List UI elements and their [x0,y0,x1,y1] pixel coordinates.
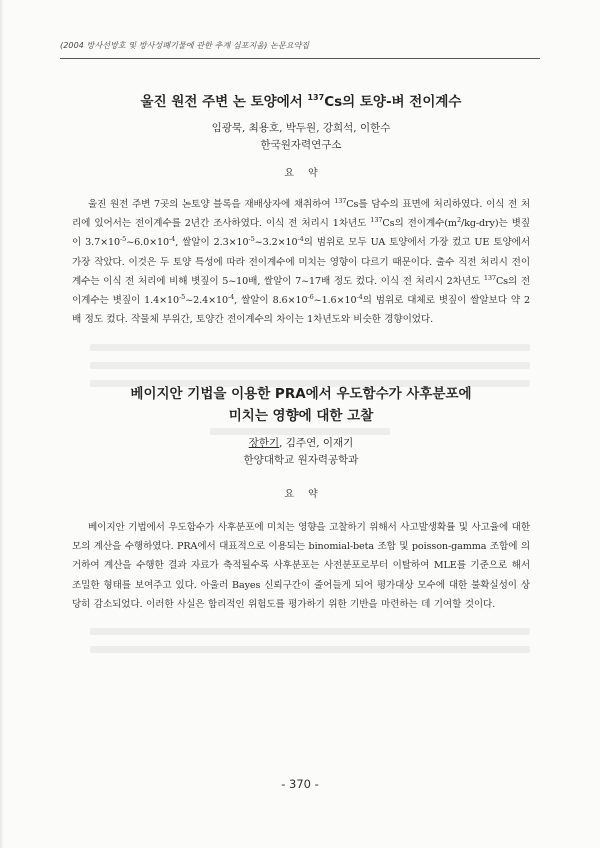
title-text: 울진 원전 주변 논 토양에서 [140,94,308,110]
paper-2-title [72,383,530,427]
paper-2-affiliation: 한양대학교 원자력공학과 [243,454,359,466]
show-through [90,628,530,635]
title-line-1: 베이지안 기법을 이용한 PRA에서 우도함수가 사후분포에 [130,386,472,402]
paper-1-authors: 임광묵, 최용호, 박두원, 강희석, 이한수 [211,122,391,134]
paper-1-abstract-heading: 요약 [284,168,332,179]
title-text: Cs의 토양-벼 전이계수 [324,94,462,110]
isotope-superscript: 137 [307,93,325,102]
page-number: - 370 - [281,777,319,791]
paper-1-title [72,92,530,112]
paper-2-abstract: 베이지안 기법에서 우도함수가 사후분포에 미치는 영향을 고찰하기 위해서 사고발생확률 및 사고율에 대한 모의 계산을 수행하였다. PRA에서 대표적으로 이용되는 binomial-beta 조합 및 poisson-gamma 조합에 의거하여 계산을 수행한 결과 자료가 축적될수록 사후분포는 사전분포로부터 이탈하여 MLE를 기준으로 해서 조밀한 형태를 보여주고 있다. 아울러 Bayes 신뢰구간이 줄어들게 되어 평가대상 모수에 대한 불확실성이 상당히 감소되었다. 이러한 사실은 합리적인 위험도를 평가하기 위한 기반을 마련하는 데 기여할 것이다. [72,522,530,610]
paper-2 [72,383,530,614]
scan-edge [0,0,4,848]
paper-1-abstract: 울진 원전 주변 7곳의 논토양 블록을 재배상자에 채취하여 $^{137}$Cs를 담수의 표면에 처리하였다. 이식 전 처리에 있어서는 전이계수를 2년간 조사하였다. 이식 전 처리시 1차년도 $^{137}$Cs의 전이계수$(m^2/kg-dry)$는 볏짚이 $3.7\times 10^{-5}\sim 6.0\times 10^{-4}$, 쌀알이 $2.3\times 10^{-5}\sim 3.2\times 10^{-4}$의 범위로 모두 UA 토양에서 가장 컸고 UE 토양에서 가장 작았다. 이것은 두 토양 특성에 따라 전이계수에 미치는 영향이 다르기 때문이다. 출수 직전 처리시 전이계수는 이식 전 처리에 비해 볏짚이 5~10배, 쌀알이 7~17배 정도 컸다. 이식 전 처리시 2차년도 $^{137}$Cs의 전이계수는 볏짚이 $1.4\times 10^{-5}\sim 2.4\times 10^{-4}$, 쌀알이 $8.6\times 10^{-6}\sim 1.6\times 10^{-4}$의 범위로 대체로 볏짚이 쌀알보다 약 2배 정도 컸다. 작물체 부위간, 토양간 전이계수의 차이는 1차년도와 비슷한 경향이었다. [72,197,530,326]
paper-1 [72,92,530,329]
header-rule [60,58,540,59]
paper-1-affiliation: 한국원자력연구소 [260,139,342,151]
presenting-author: 장한기 [248,437,280,449]
show-through [90,646,530,653]
paper-2-authors [72,435,530,451]
show-through [90,362,530,369]
co-authors: , 김주연, 이재기 [279,437,354,449]
running-header: (2004 방사선방호 및 방사성폐기물에 관한 추계 심포지움) 논문요약집 [60,41,310,50]
show-through [90,344,530,351]
title-line-2: 미치는 영향에 대한 고찰 [228,408,374,424]
paper-2-abstract-heading: 요약 [284,489,332,500]
